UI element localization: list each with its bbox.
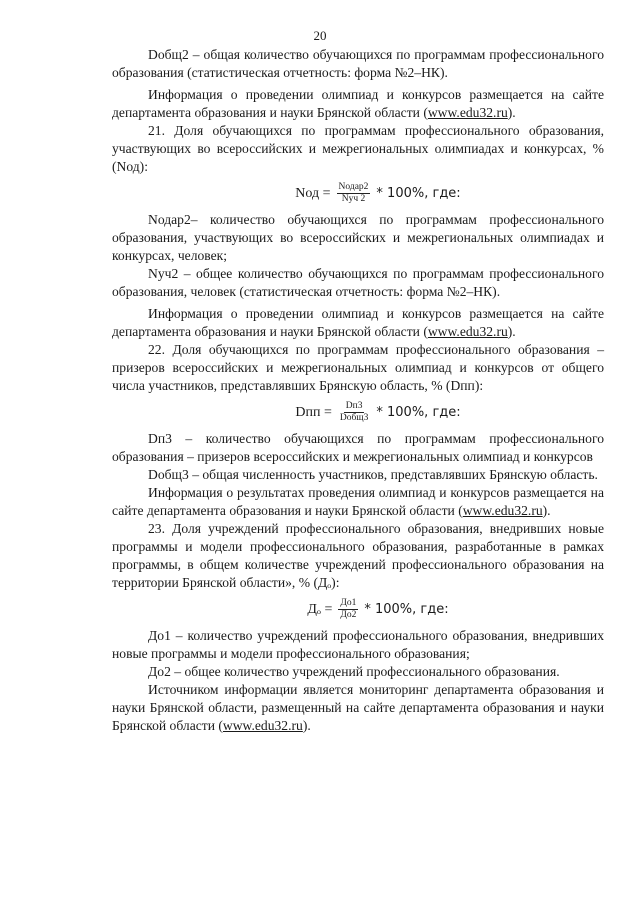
- formula-denominator: Nуч 2: [341, 194, 366, 204]
- info-text: Источником информации является мониторинг департамента образования и науки Брянской области, размещенный на сайте департамента образования и науки Брянской области (: [112, 682, 604, 733]
- info-text: Информация о проведении олимпиад и конкурсов размещается на сайте департамента образования и науки Брянской области (: [112, 306, 604, 339]
- formula-lhs: Dпп =: [295, 404, 332, 420]
- edu32-link[interactable]: www.edu32.ru: [462, 503, 543, 518]
- formula-rhs: * 100%, где:: [364, 601, 449, 617]
- formula-fraction: [338, 598, 358, 621]
- edu32-link[interactable]: www.edu32.ru: [222, 718, 303, 733]
- formula-denominator: Dобщ3: [339, 413, 369, 423]
- paragraph-source: [112, 681, 604, 735]
- formula-do: [112, 598, 604, 621]
- formula-numerator: Dп3: [345, 401, 363, 411]
- formula-numerator: До1: [340, 598, 357, 608]
- document-body: [112, 46, 604, 735]
- paragraph-do1: До1 – количество учреждений профессионального образования, внедривших новые программы и модели профессионального образования;: [112, 628, 604, 661]
- paragraph-info-3: [112, 484, 604, 520]
- paragraph-item-23: 23. Доля учреждений профессионального образования, внедривших новые программы и модели профессионального образования, разработанные в рамках программы, в общем количестве учреждений профессионального образования на территории Брянской области», % (Дₒ):: [112, 521, 604, 590]
- formula-nod: [112, 182, 604, 205]
- info-text: Информация о результатах проведения олимпиад и конкурсов размещается на сайте департамента образования и науки Брянской области (: [112, 485, 604, 518]
- formula-fraction: [338, 401, 371, 424]
- info-end: ).: [507, 324, 516, 339]
- paragraph-dobsch2: Dобщ2 – общая количество обучающихся по программам профессионального образования (статистическая отчетность: форма №2–НК).: [112, 47, 604, 80]
- paragraph-info-2: [112, 305, 604, 341]
- page-number: 20: [313, 28, 327, 43]
- edu32-link[interactable]: www.edu32.ru: [427, 324, 508, 339]
- edu32-link[interactable]: www.edu32.ru: [427, 105, 508, 120]
- paragraph-dp3: Dп3 – количество обучающихся по программам профессионального образования – призеров всероссийских и межрегиональных олимпиад и конкурсов: [112, 431, 604, 464]
- paragraph-item-21: 21. Доля обучающихся по программам профессионального образования, участвующих во всероссийских и межрегиональных олимпиадах и конкурсах, % (Nод):: [112, 123, 604, 174]
- info-text: Информация о проведении олимпиад и конкурсов размещается на сайте департамента образования и науки Брянской области (: [112, 87, 604, 120]
- paragraph-nodar2: Nодар2– количество обучающихся по программам профессионального образования, участвующих во всероссийских и межрегиональных олимпиадах и конкурсах, человек;: [112, 212, 604, 263]
- formula-rhs: * 100%, где:: [376, 404, 461, 420]
- formula-denominator: До2: [340, 610, 357, 620]
- formula-rhs: * 100%, где:: [376, 185, 461, 201]
- paragraph-info-1: [112, 86, 604, 122]
- info-end: ).: [302, 718, 311, 733]
- info-end: ).: [542, 503, 551, 518]
- paragraph-nuch2: Nуч2 – общее количество обучающихся по программам профессионального образования, человек (статистическая отчетность: форма №2–НК).: [112, 266, 604, 299]
- formula-numerator: Nодар2: [338, 182, 369, 192]
- formula-dpp: [112, 401, 604, 424]
- info-end: ).: [507, 105, 516, 120]
- formula-lhs: Nод =: [295, 185, 331, 201]
- paragraph-dobsch3: Dобщ3 – общая численность участников, представлявших Брянскую область.: [148, 467, 598, 482]
- paragraph-item-22: 22. Доля обучающихся по программам профессионального образования – призеров всероссийских и межрегиональных олимпиад и конкурсов от общего числа участников, представлявших Брянскую область, % (Dпп):: [112, 342, 604, 393]
- formula-fraction: [337, 182, 371, 205]
- paragraph-do2: До2 – общее количество учреждений профессионального образования.: [148, 664, 560, 679]
- formula-lhs: Дₒ =: [307, 601, 333, 617]
